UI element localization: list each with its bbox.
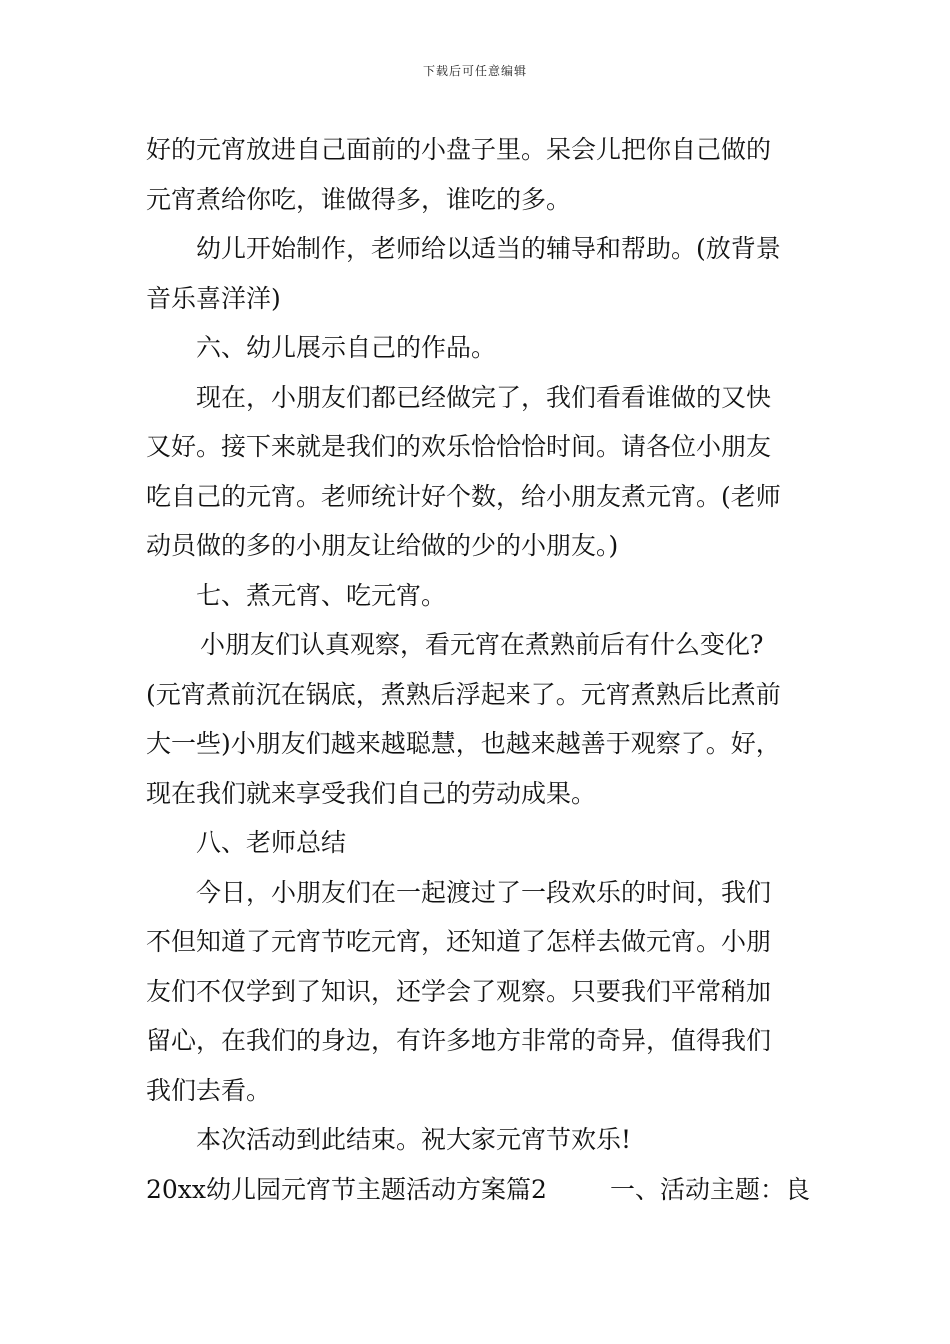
paragraph-line: 我们去看。: [146, 1075, 272, 1105]
page-header: 下载后可任意编辑: [422, 64, 527, 78]
paragraph-line: 大一些)小朋友们越来越聪慧，也越来越善于观察了。好，: [146, 729, 781, 758]
paragraph-line: 元宵煮给你吃，谁做得多，谁吃的多。: [146, 184, 572, 214]
paragraph-line: 幼儿开始制作，老师给以适当的辅导和帮助。(放背景: [196, 234, 781, 263]
paragraph-line: 不但知道了元宵节吃元宵，还知道了怎样去做元宵。小朋: [146, 927, 772, 956]
section-heading: 七、煮元宵、吃元宵。: [196, 580, 447, 610]
paragraph-line: 小朋友们认真观察，看元宵在煮熟前后有什么变化?: [200, 630, 764, 659]
next-section-title: 20xx幼儿园元宵节主题活动方案篇2: [146, 1174, 547, 1204]
paragraph-line: 本次活动到此结束。祝大家元宵节欢乐!: [196, 1125, 632, 1154]
paragraph-line: 好的元宵放进自己面前的小盘子里。呆会儿把你自己做的: [146, 135, 772, 164]
final-line: [146, 1168, 810, 1218]
paragraph-line: 留心，在我们的身边，有许多地方非常的奇异，值得我们: [146, 1026, 772, 1055]
paragraph-line: 动员做的多的小朋友让给做的少的小朋友。): [146, 531, 619, 560]
paragraph-line: 又好。接下来就是我们的欢乐恰恰恰时间。请各位小朋友: [146, 432, 772, 461]
paragraph-line: 友们不仅学到了知识，还学会了观察。只要我们平常稍加: [146, 976, 772, 1006]
paragraph-line: 现在我们就来享受我们自己的劳动成果。: [146, 778, 597, 808]
paragraph-line: (元宵煮前沉在锅底，煮熟后浮起来了。元宵煮熟后比煮前: [146, 679, 781, 709]
document-body: [146, 128, 810, 1217]
section-heading: 八、老师总结: [196, 828, 347, 857]
paragraph-line: 今日，小朋友们在一起渡过了一段欢乐的时间，我们: [196, 877, 772, 907]
next-section-start: 一、活动主题：良: [609, 1174, 810, 1204]
section-heading: 六、幼儿展示自己的作品。: [196, 333, 497, 362]
paragraph-line: 现在，小朋友们都已经做完了，我们看看谁做的又快: [196, 382, 772, 412]
paragraph-line: 吃自己的元宵。老师统计好个数，给小朋友煮元宵。(老师: [146, 481, 781, 511]
paragraph-line: 音乐喜洋洋): [146, 283, 281, 313]
